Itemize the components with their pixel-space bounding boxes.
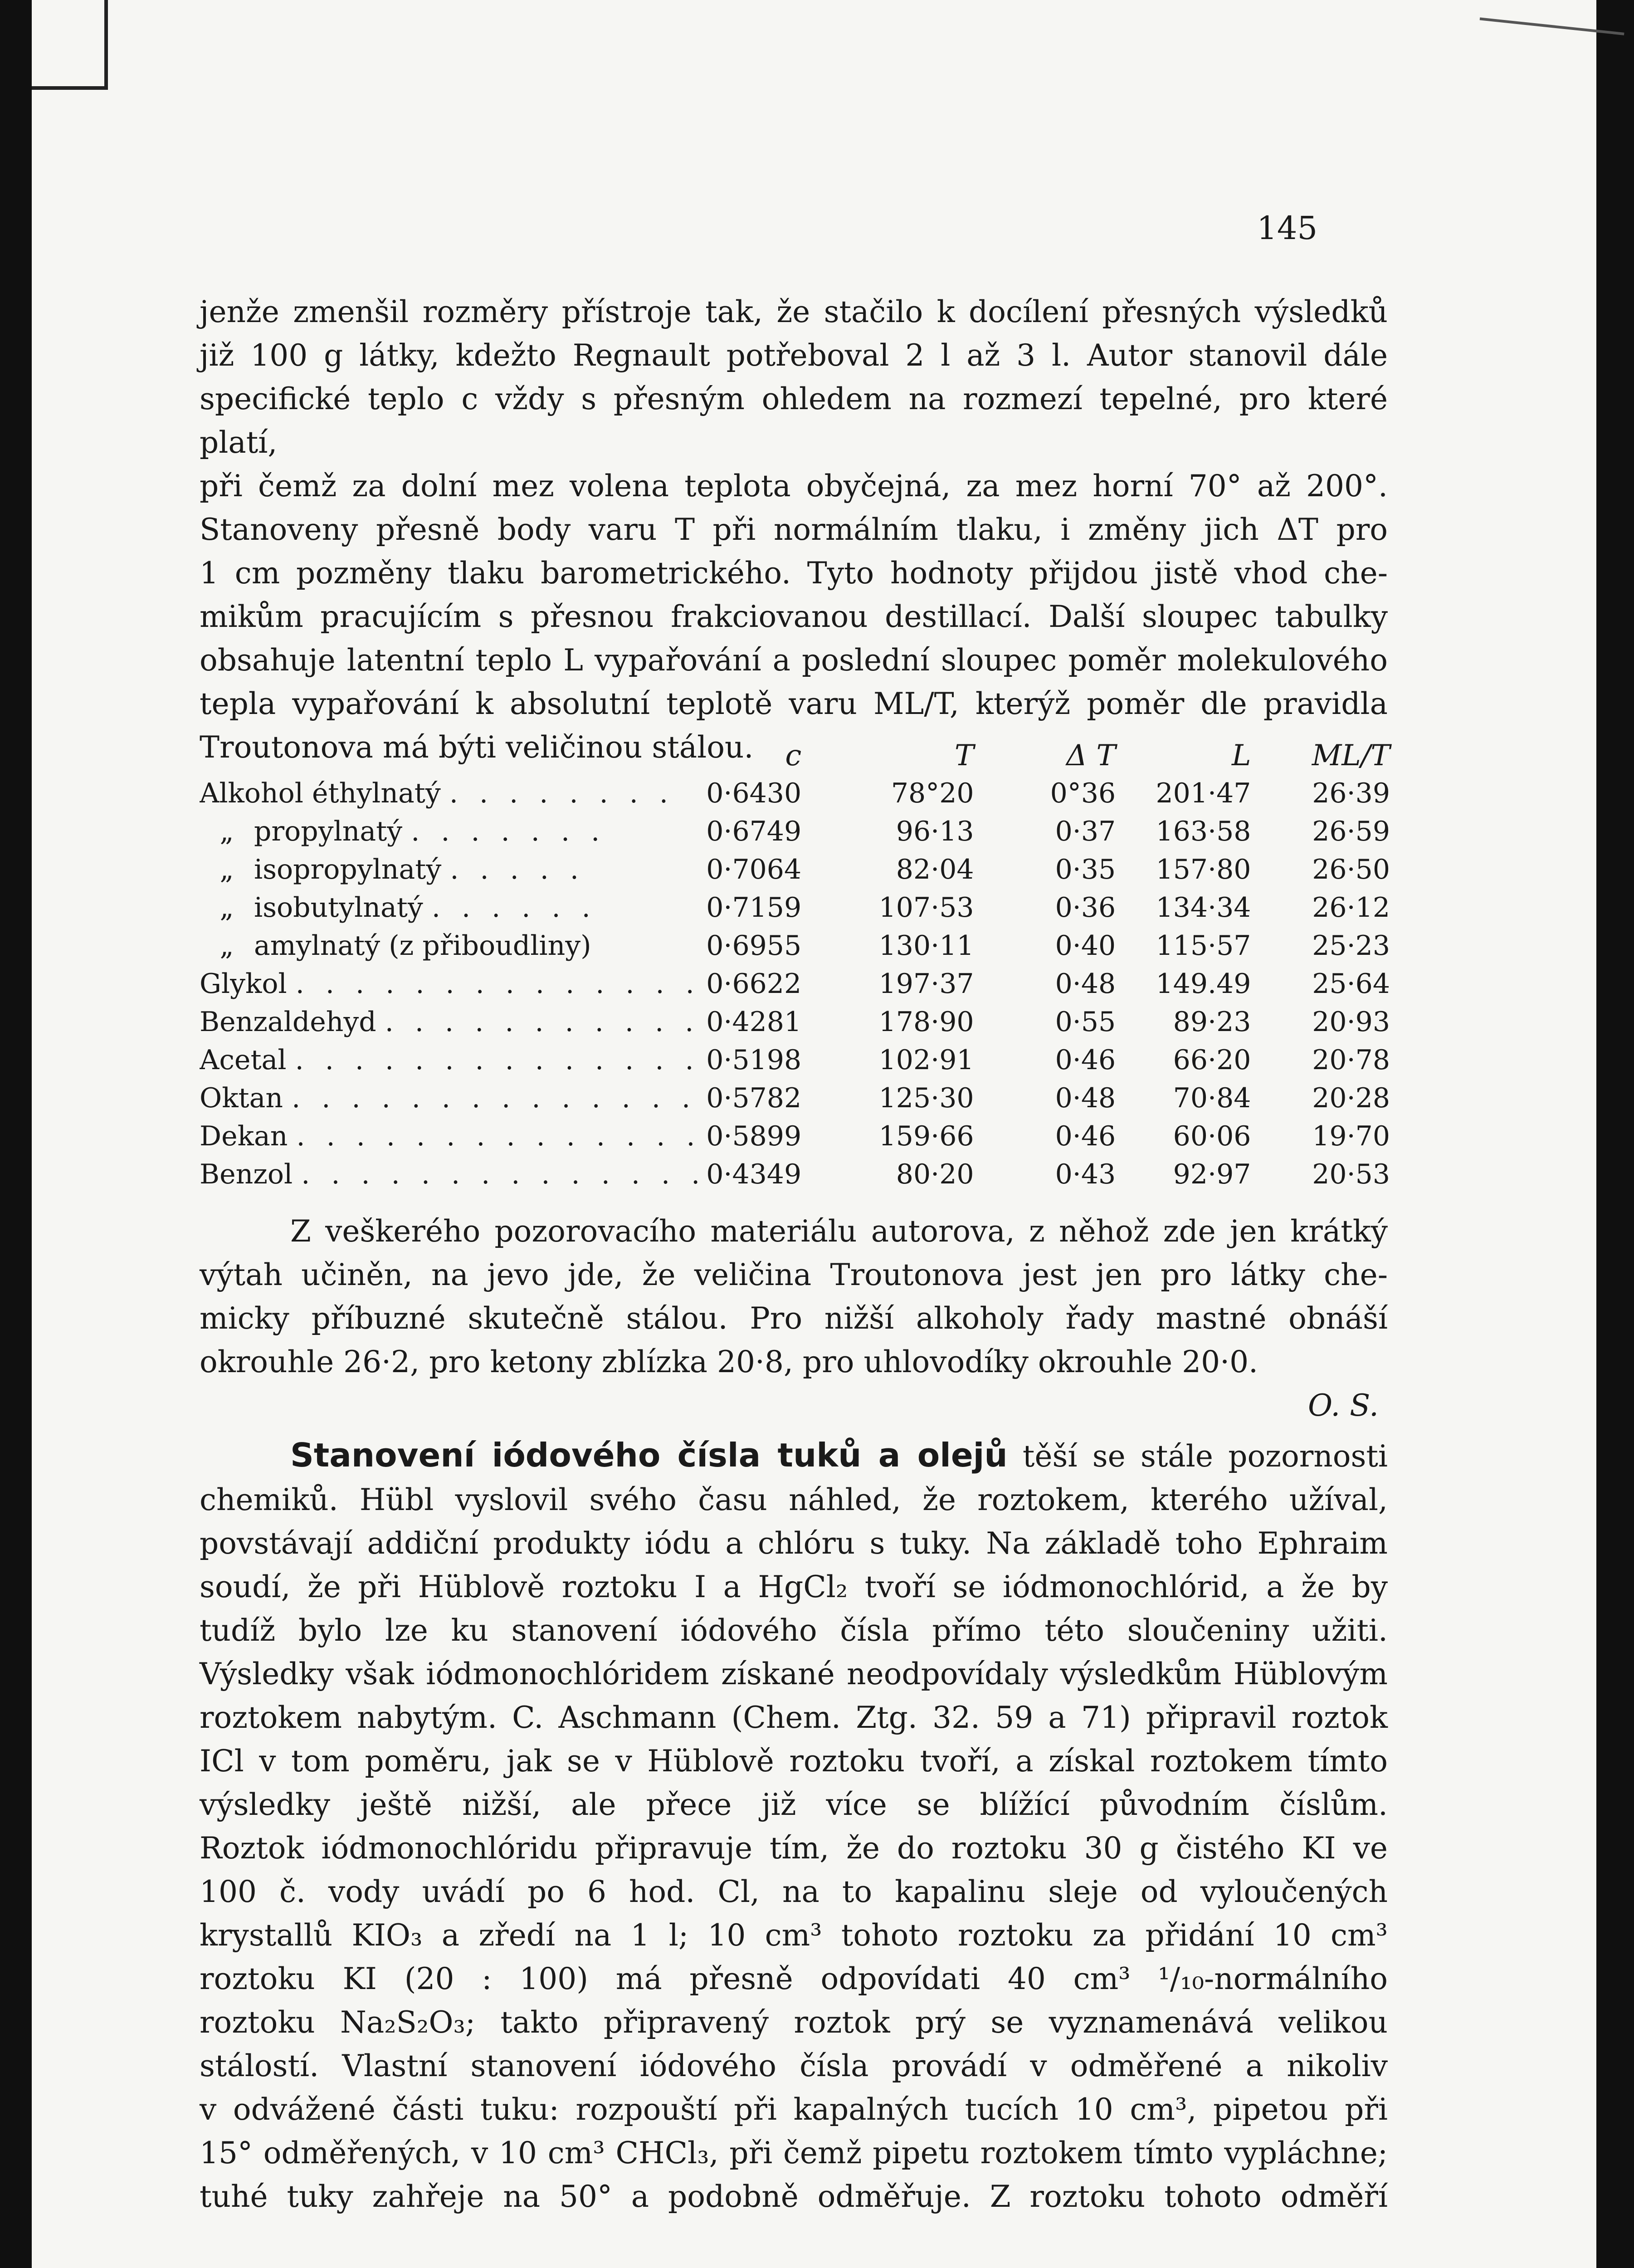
table-row [200, 889, 1390, 927]
page-number: 145 [1257, 210, 1317, 247]
substance-name: Acetal [200, 1044, 287, 1076]
text-line: Výsledky však iódmonochlóridem získané neodpovídaly výsledkům Hüblovým [200, 1657, 1388, 1691]
cell-substance [200, 889, 706, 927]
cell-ml-t: 20·78 [1312, 1044, 1390, 1076]
header-c: c [785, 739, 802, 772]
dot-leaders: . . . . . . . . . . . . . . [295, 968, 701, 1000]
cell-substance [200, 1079, 706, 1117]
table-row [200, 1041, 1390, 1079]
dot-leaders: . . . . . . . [411, 816, 606, 847]
substance-name: propylnatý [254, 816, 403, 847]
text-line: roztoku KI (20 : 100) má přesně odpovídati 40 cm³ ¹/₁₀-normálního [200, 1961, 1388, 1996]
cell-l: 115·57 [1156, 930, 1251, 962]
substance-name: Benzaldehyd [200, 1006, 376, 1038]
header-l: L [1231, 739, 1251, 772]
table-row [200, 1117, 1390, 1155]
cell-c: 0·6749 [706, 816, 802, 847]
cell-l: 134·34 [1156, 892, 1251, 924]
cell-c: 0·6955 [706, 930, 802, 962]
dot-leaders: . . . . . . . . [449, 777, 674, 809]
author-signature: O. S. [1307, 1388, 1379, 1423]
cell-substance [200, 812, 706, 850]
cell-l: 157·80 [1156, 854, 1251, 885]
cell-substance [200, 965, 706, 1003]
heading-line [200, 1433, 1388, 1478]
text-line: v odvážené části tuku: rozpouští při kapalných tucích 10 cm³, pipetou při [200, 2092, 1388, 2127]
substance-name: amylnatý (z přiboudliny) [254, 930, 591, 962]
cell-ml-t: 20·53 [1312, 1158, 1390, 1190]
table-header-row [200, 737, 1390, 774]
cell-delta-t: 0°36 [1050, 777, 1116, 809]
dot-leaders: . . . . . . . . . . . . . . [296, 1120, 702, 1152]
substance-name: Glykol [200, 968, 287, 1000]
cell-t: 107·53 [878, 892, 974, 924]
cell-delta-t: 0·35 [1055, 854, 1116, 885]
substance-name: Alkohol éthylnatý [200, 777, 441, 809]
cell-ml-t: 20·93 [1312, 1006, 1390, 1038]
cell-t: 80·20 [896, 1158, 974, 1190]
cell-t: 96·13 [896, 816, 974, 847]
section-heading: Stanovení iódového čísla tuků a olejů [290, 1436, 1008, 1474]
text-line: tepla vypařování k absolutní teplotě varu ML/T, kterýž poměr dle pravidla [200, 686, 1388, 721]
paragraph-intro [200, 290, 1388, 769]
header-blank [200, 737, 706, 774]
text-line: micky příbuzné skutečně stálou. Pro nižší alkoholy řady mastné obnáší [200, 1301, 1388, 1336]
cell-delta-t: 0·46 [1055, 1044, 1116, 1076]
cell-substance [200, 850, 706, 889]
table-row [200, 850, 1390, 889]
text-line: roztokem nabytým. C. Aschmann (Chem. Ztg. 32. 59 a 71) připravil roztok [200, 1700, 1388, 1735]
text-line: roztoku Na₂S₂O₃; takto připravený roztok prý se vyznamenává velikou [200, 2005, 1388, 2040]
cell-l: 92·97 [1173, 1158, 1251, 1190]
cell-t: 159·66 [878, 1120, 974, 1152]
text-line: mikům pracujícím s přesnou frakciovanou destillací. Další sloupec tabulky [200, 599, 1388, 634]
cell-ml-t: 25·64 [1312, 968, 1390, 1000]
substance-name: Benzol [200, 1158, 293, 1190]
dot-leaders: . . . . . . . . . . . . . . [301, 1158, 707, 1190]
table-row [200, 927, 1390, 965]
text-line: Troutonova má býti veličinou stálou. [200, 730, 754, 765]
cell-t: 125·30 [878, 1082, 974, 1114]
cell-c: 0·6622 [706, 968, 802, 1000]
table-row [200, 812, 1390, 850]
cell-t: 78°20 [891, 777, 974, 809]
text-line: soudí, že při Hüblově roztoku I a HgCl₂ tvoří se iódmonochlórid, a že by [200, 1569, 1388, 1604]
boiling-data-table [200, 737, 1390, 1193]
cell-t: 102·91 [878, 1044, 974, 1076]
header-delta-t: Δ T [1066, 739, 1116, 772]
cell-c: 0·5198 [706, 1044, 802, 1076]
dot-leaders: . . . . . . . . . . . . . . [295, 1044, 700, 1076]
substance-name: Dekan [200, 1120, 288, 1152]
text-line: již 100 g látky, kdežto Regnault potřeboval 2 l až 3 l. Autor stanovil dále [200, 338, 1388, 373]
cell-substance [200, 927, 706, 965]
scan-corner-mark [32, 0, 108, 90]
text-line: Z veškerého pozorovacího materiálu autorova, z něhož zde jen krátký [290, 1214, 1388, 1249]
text-line: krystallů KIO₃ a zředí na 1 l; 10 cm³ tohoto roztoku za přidání 10 cm³ [200, 1918, 1388, 1953]
substance-name: isobutylnatý [254, 892, 423, 924]
cell-c: 0·7159 [706, 892, 802, 924]
text-line: 1 cm pozměny tlaku barometrického. Tyto hodnoty přijdou jistě vhod che- [200, 556, 1388, 591]
text-line: chemiků. Hübl vyslovil svého času náhled, že roztokem, kterého užíval, [200, 1482, 1388, 1517]
table-row [200, 1003, 1390, 1041]
dot-leaders: . . . . . [450, 854, 585, 885]
cell-substance [200, 1003, 706, 1041]
table-row [200, 965, 1390, 1003]
cell-ml-t: 20·28 [1312, 1082, 1390, 1114]
cell-c: 0·4281 [706, 1006, 802, 1038]
text-line: při čemž za dolní mez volena teplota obyčejná, za mez horní 70° až 200°. [200, 469, 1388, 503]
cell-delta-t: 0·55 [1055, 1006, 1116, 1038]
cell-ml-t: 25·23 [1312, 930, 1390, 962]
ditto-mark: „ [219, 892, 234, 924]
text-line: 100 č. vody uvádí po 6 hod. Cl, na to kapalinu sleje od vyloučených [200, 1874, 1388, 1909]
table-row [200, 774, 1390, 812]
cell-ml-t: 26·39 [1312, 777, 1390, 809]
cell-ml-t: 26·12 [1312, 892, 1390, 924]
text-line: výsledky ještě nižší, ale přece již více se blížící původním číslům. [200, 1787, 1388, 1822]
text-line: tudíž bylo lze ku stanovení iódového čísla přímo této sloučeniny užiti. [200, 1613, 1388, 1648]
heading-line-rest: těší se stále pozornosti [1007, 1439, 1388, 1474]
cell-delta-t: 0·36 [1055, 892, 1116, 924]
substance-name: isopropylnatý [254, 854, 442, 885]
cell-substance [200, 1117, 706, 1155]
cell-l: 149.49 [1156, 968, 1251, 1000]
substance-name: Oktan [200, 1082, 283, 1114]
table-row [200, 1155, 1390, 1193]
cell-c: 0·5782 [706, 1082, 802, 1114]
cell-l: 66·20 [1173, 1044, 1251, 1076]
text-line: specifické teplo c vždy s přesným ohledem na rozmezí tepelné, pro které platí, [200, 381, 1388, 460]
text-line: Stanoveny přesně body varu T při normálním tlaku, i změny jich ΔT pro [200, 512, 1388, 547]
cell-substance [200, 774, 706, 812]
book-page [32, 0, 1596, 2268]
cell-l: 60·06 [1173, 1120, 1251, 1152]
cell-c: 0·4349 [706, 1158, 802, 1190]
text-line: 15° odměřených, v 10 cm³ CHCl₃, při čemž pipetu roztokem tímto vypláchne; [200, 2136, 1388, 2170]
header-ml-t: ML/T [1312, 739, 1390, 772]
text-line: stálostí. Vlastní stanovení iódového čísla provádí v odměřené a nikoliv [200, 2048, 1388, 2083]
dot-leaders: . . . . . . [431, 892, 597, 924]
header-t: T [954, 739, 974, 772]
paragraph-iodine [200, 1433, 1388, 2219]
text-line: Roztok iódmonochlóridu připravuje tím, že do roztoku 30 g čistého KI ve [200, 1831, 1388, 1866]
cell-delta-t: 0·40 [1055, 930, 1116, 962]
cell-c: 0·6430 [706, 777, 802, 809]
text-line: obsahuje latentní teplo L vypařování a poslední sloupec poměr molekulového [200, 643, 1388, 678]
cell-delta-t: 0·48 [1055, 1082, 1116, 1114]
ditto-mark: „ [219, 816, 234, 847]
cell-substance [200, 1155, 706, 1193]
cell-ml-t: 19·70 [1312, 1120, 1390, 1152]
text-line: výtah učiněn, na jevo jde, že veličina Troutonova jest jen pro látky che- [200, 1257, 1388, 1292]
cell-ml-t: 26·50 [1312, 854, 1390, 885]
text-line: okrouhle 26·2, pro ketony zblízka 20·8, pro uhlovodíky okrouhle 20·0. [200, 1344, 1258, 1379]
paragraph-conclusion [200, 1210, 1388, 1427]
cell-delta-t: 0·46 [1055, 1120, 1116, 1152]
cell-t: 178·90 [878, 1006, 974, 1038]
cell-l: 70·84 [1173, 1082, 1251, 1114]
ditto-mark: „ [219, 930, 234, 962]
cell-l: 163·58 [1156, 816, 1251, 847]
cell-t: 82·04 [896, 854, 974, 885]
scan-stray-line [1478, 17, 1624, 53]
cell-delta-t: 0·48 [1055, 968, 1116, 1000]
dot-leaders: . . . . . . . . . . . . . . [292, 1082, 697, 1114]
cell-l: 201·47 [1156, 777, 1251, 809]
cell-c: 0·7064 [706, 854, 802, 885]
cell-c: 0·5899 [706, 1120, 802, 1152]
cell-ml-t: 26·59 [1312, 816, 1390, 847]
text-line: jenže zmenšil rozměry přístroje tak, že stačilo k docílení přesných výsledků [200, 294, 1388, 329]
table-row [200, 1079, 1390, 1117]
cell-substance [200, 1041, 706, 1079]
dot-leaders: . . . . . . . . . . . [385, 1006, 700, 1038]
text-line: ICl v tom poměru, jak se v Hüblově roztoku tvoří, a získal roztokem tímto [200, 1744, 1388, 1779]
cell-l: 89·23 [1173, 1006, 1251, 1038]
cell-delta-t: 0·43 [1055, 1158, 1116, 1190]
text-line: tuhé tuky zahřeje na 50° a podobně odměřuje. Z roztoku tohoto odměří [200, 2179, 1388, 2214]
cell-t: 197·37 [878, 968, 974, 1000]
cell-t: 130·11 [878, 930, 974, 962]
cell-delta-t: 0·37 [1055, 816, 1116, 847]
ditto-mark: „ [219, 854, 234, 885]
text-line: povstávají addiční produkty iódu a chlóru s tuky. Na základě toho Ephraim [200, 1526, 1388, 1561]
